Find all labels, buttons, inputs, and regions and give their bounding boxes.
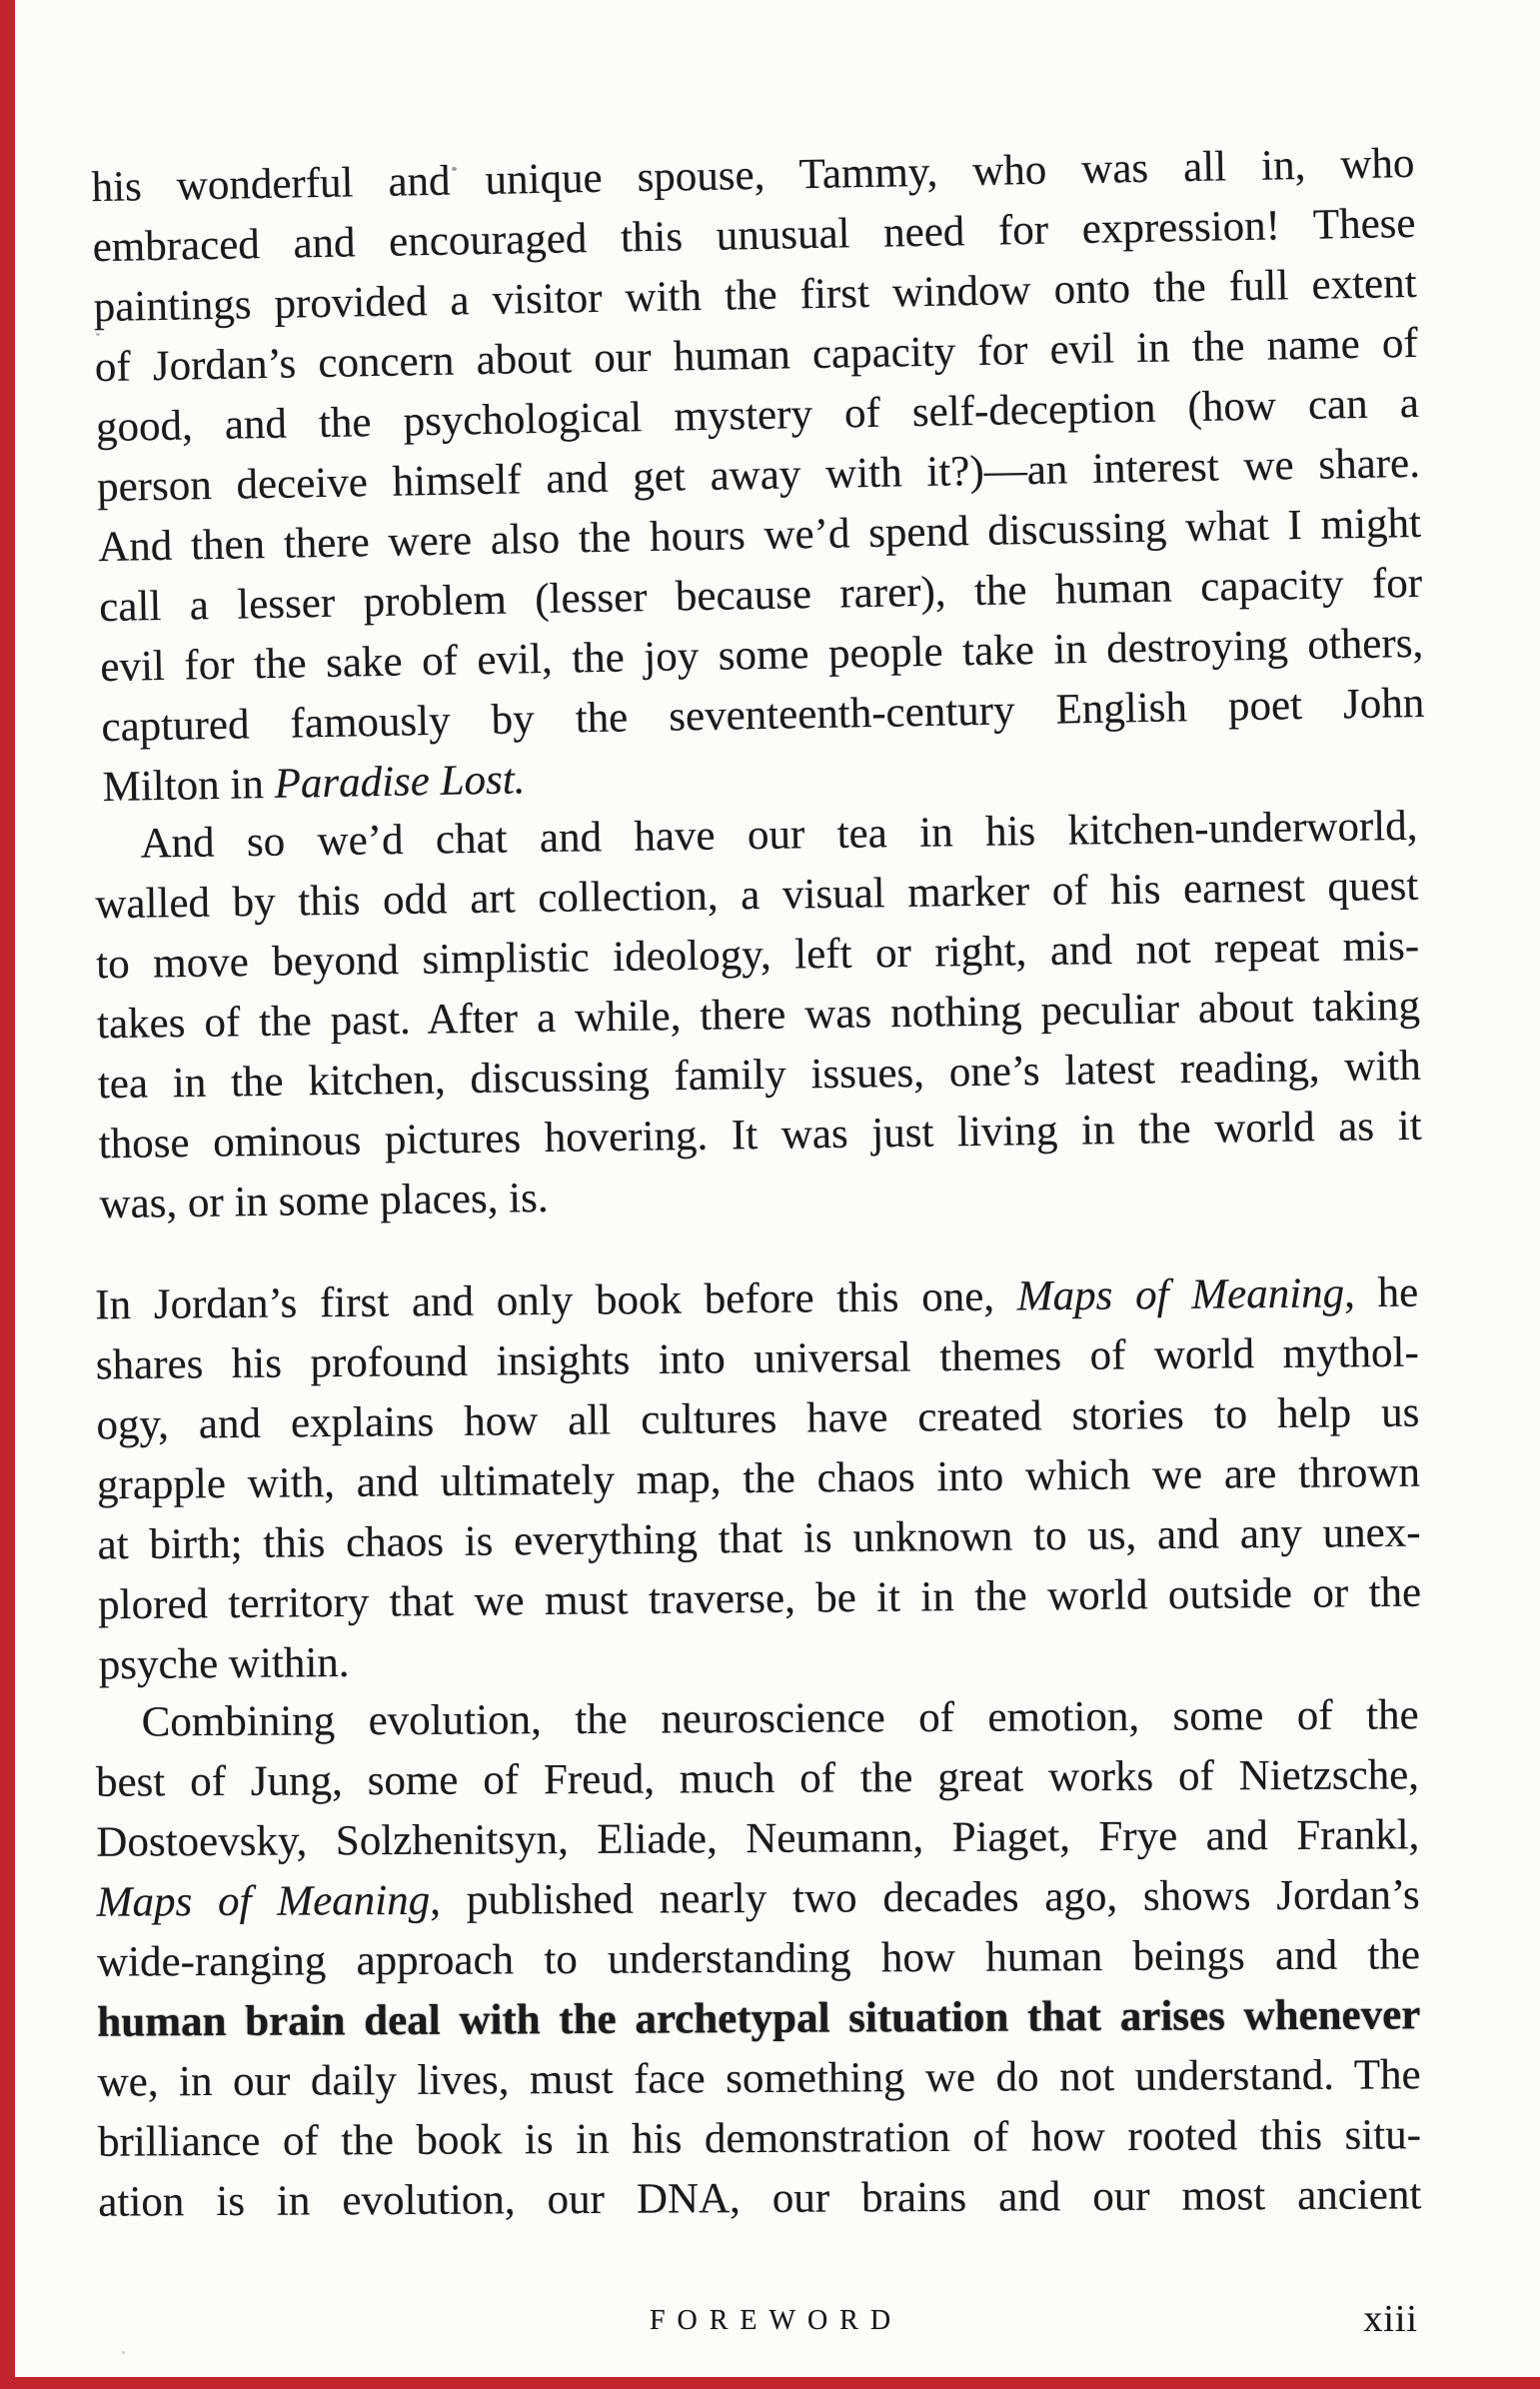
- text-line: shares his profound insights into universal themes of world mythol-: [95, 1328, 1420, 1389]
- text-line: plored territory that we must traverse, be it in the world outside or the: [97, 1568, 1422, 1629]
- paragraph-combining-evolution: [96, 1685, 1422, 2232]
- text-line: his wonderful and unique spouse, Tammy, who was all in, who: [91, 139, 1415, 212]
- text-line: best of Jung, some of Freud, much of the great works of Nietzsche,: [95, 1751, 1420, 1806]
- page-number: xiii: [1363, 2298, 1418, 2340]
- text-line: evil for the sake of evil, the joy some people take in destroying others,: [99, 619, 1424, 692]
- text-line: embraced and encouraged this unusual need for expression! These: [92, 199, 1416, 272]
- text-line: ogy, and explains how all cultures have created stories to help us: [96, 1388, 1420, 1449]
- text-line: Maps of Meaning, published nearly two decades ago, shows Jordan’s: [96, 1871, 1420, 1926]
- text-line: call a lesser problem (lesser because rarer), the human capacity for: [98, 559, 1423, 632]
- text-line: wide-ranging approach to understanding how human beings and the: [96, 1931, 1421, 1986]
- running-head: FOREWORD: [649, 2305, 903, 2336]
- paragraph-continuation: [91, 134, 1426, 818]
- text-line: Milton in Paradise Lost.: [102, 756, 526, 812]
- text-line: grapple with, and ultimately map, the chaos into which we are thrown: [96, 1448, 1421, 1509]
- text-line: at birth; this chaos is everything that is unknown to us, and any unex-: [97, 1508, 1421, 1569]
- text-line: captured famously by the seventeenth-century English poet John: [101, 679, 1425, 752]
- text-line: brilliance of the book is in his demonstration of how rooted this situ-: [97, 2111, 1422, 2166]
- text-line: tea in the kitchen, discussing family issues, one’s latest reading, with: [97, 1042, 1422, 1109]
- text-line: of Jordan’s concern about our human capacity for evil in the name of: [94, 319, 1419, 392]
- red-page-edge-bottom: [0, 2377, 1540, 2389]
- text-line: human brain deal with the archetypal situation that arises whenever: [97, 1991, 1421, 2046]
- text-line: was, or in some places, is.: [99, 1174, 549, 1228]
- text-line: to move beyond simplistic ideology, left or right, and not repeat mis-: [95, 922, 1420, 989]
- text-line: Combining evolution, the neuroscience of emotion, some of the: [141, 1691, 1419, 1746]
- text-line: Dostoevsky, Solzhenitsyn, Eliade, Neumann, Piaget, Frye and Frankl,: [96, 1811, 1420, 1866]
- body-text: [91, 139, 1425, 2229]
- text-line: walled by this odd art collection, a visual marker of his earnest quest: [95, 862, 1419, 929]
- text-line: takes of the past. After a while, there was nothing peculiar about taking: [96, 982, 1421, 1049]
- text-line: those ominous pictures hovering. It was just living in the world as it: [98, 1102, 1422, 1169]
- text-line: And then there were also the hours we’d spend discussing what I might: [97, 499, 1422, 572]
- paragraph-tea-kitchen: [94, 797, 1423, 1234]
- text-line: person deceive himself and get away with it?)—an interest we share.: [96, 439, 1421, 512]
- text-line: paintings provided a visitor with the first window onto the full extent: [93, 259, 1418, 332]
- text-line: psyche within.: [98, 1638, 350, 1689]
- text-line: good, and the psychological mystery of self-deception (how can a: [95, 379, 1420, 452]
- paragraph-maps-of-meaning: [95, 1263, 1422, 1696]
- text-line: And so we’d chat and have our tea in his kitchen-underworld,: [140, 802, 1418, 868]
- page-footer: [0, 2297, 1540, 2367]
- text-line: In Jordan’s first and only book before this one, Maps of Meaning, he: [95, 1268, 1419, 1329]
- red-page-edge-left: [0, 0, 15, 2389]
- text-line: ation is in evolution, our DNA, our brains and our most ancient: [98, 2171, 1422, 2226]
- text-line: we, in our daily lives, must face something we do not understand. The: [97, 2051, 1421, 2106]
